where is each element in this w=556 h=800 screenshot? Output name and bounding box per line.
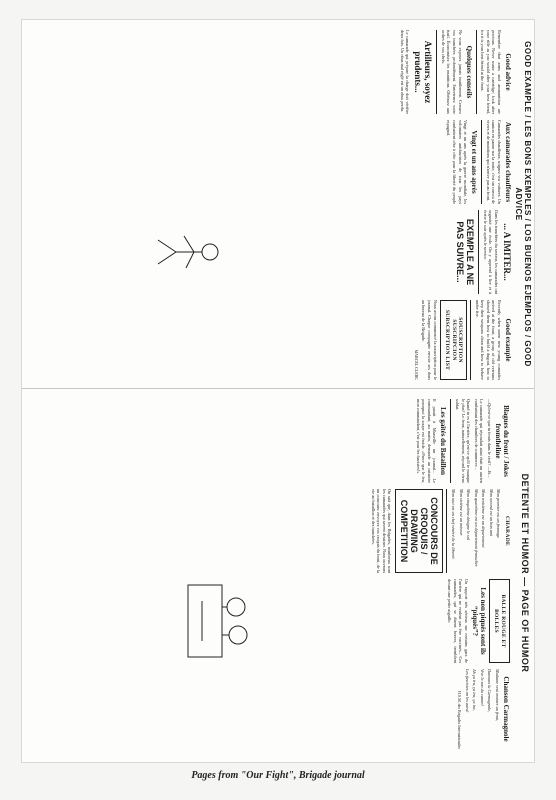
bataillon-title: Les gaîtés du Bataillon <box>439 407 448 475</box>
front-jokes-title: Blagues du front / Jokes fromtheline <box>494 405 510 477</box>
artilleurs-title: Artilleurs, soyez prudents... <box>413 40 434 104</box>
divider <box>450 399 451 483</box>
chauffeurs-title: Aux camarades chauffeurs <box>504 121 512 203</box>
col-piques <box>30 579 512 663</box>
chanson-line: Vive le son du canon! <box>479 669 485 706</box>
col-example <box>30 300 514 380</box>
divider <box>470 300 471 380</box>
imiter-title: ... A IMITER... <box>502 223 512 281</box>
humor-page <box>22 389 534 757</box>
col-advice <box>30 30 514 114</box>
conseils-title: Quelques conseils <box>464 45 473 99</box>
chauffeurs-text: Camarades chauffeurs, soignez vos voitures. Un camion en panne sur la route, c'est un convoi de vivres et de munitions qui n'arrive pas au front. <box>485 120 502 204</box>
chanson-line: Madame veut monter au front, <box>495 669 500 722</box>
charade-line: Mon quatrième est un département frontalier <box>473 489 479 567</box>
charade-line: Mon second est un bon ami <box>488 489 494 537</box>
humor-page-signature: H.S.M. des Brigades Internationales <box>457 691 463 749</box>
charade-line: Mon premier est un fromage <box>496 489 502 538</box>
piques-title: Les non piqués sont ils “piqués”? <box>471 587 487 655</box>
good-page-banner: GOOD EXAMPLE / LES BONS EXEMPLES / LOS BUENOS EJEMPLOS / GOOD ADVICE <box>514 41 532 367</box>
chanson-line: Dansons la Carmagnole, <box>487 669 493 713</box>
example-title: Good example <box>504 318 512 362</box>
humor-page-banner: DETENTE ET HUMOR — PAGE OF HUMOR <box>520 473 530 673</box>
col-chauffeurs <box>30 120 514 204</box>
charade-line: Mon tout est un chef vénéré de la liberté. <box>450 489 456 560</box>
soldier-sketch-icon <box>154 222 224 282</box>
charade-title: CHARADE <box>504 516 510 546</box>
divider <box>481 120 482 204</box>
balle-rouge-box: BALLE ROUGE ET BOLLES <box>489 579 510 663</box>
good-page-signature: MARCEL CLERC <box>413 349 419 380</box>
imiter-text: Dans les tranchées du secteur, les camarades ont organisé une école. On y apprend à lire et à écrire le soir après le service. <box>482 210 499 294</box>
conseils-text: Ne vous exposez jamais inutilement. Creusez vos tranchées profondément. Entretenez votre fusil. Économisez les munitions. Obéissez aux ordres de vos chefs. <box>440 30 463 114</box>
chanson-title: Chanson Carmagnole <box>502 676 510 742</box>
charade-line: Mon sixième est un mineur <box>458 489 464 536</box>
divider <box>478 210 479 294</box>
col-chanson <box>30 669 512 749</box>
divider <box>446 489 447 573</box>
front-joke: Quand tu es à l'arrière, qu'est-ce qu'il te manque le plus? Le front, naturellement, répond le vieux soldat. <box>455 399 472 483</box>
col-imiter <box>30 210 514 294</box>
souscription-text: Nous avons commencé la souscription pour le journal. Chaque compagnie envoie ses dons au bureau de la Brigade. <box>421 300 438 380</box>
concours-title: CONCOURS DE CROQUIS / DRAWING COMPETITION <box>395 489 443 573</box>
page-caption: Pages from "Our Fight", Brigade journal <box>191 770 365 781</box>
souscription-title: SOUSCRIPTION SUSCRIPCION SUBSCRIPTION LIST <box>440 300 468 380</box>
col-front-jokes <box>30 399 512 483</box>
good-example-page-rotated <box>22 20 534 388</box>
vingt-text: Vingt et un ans après la guerre mondiale, les volontaires antifascistes de tous les pays combattent côte à côte pour la liberté du peuple espagnol. <box>446 120 469 204</box>
advice-text: Remember that arms and ammunition are precious. Never waste a cartridge; look after your rifle as you would after your best friend, for it is your best friend at the front. <box>480 30 502 114</box>
concours-text: On sait que, dans les Brigades, nombreux sont les camarades qui savent dessiner. Nous ouvrons un concours: envoyez vos croquis du front, de la vie au bataillon et des tranchées. <box>370 489 393 573</box>
artilleurs-text: Le camarade qui prépare la charge doit vérifier deux fois. Un obus mal réglé est un obus perdu. <box>399 30 411 114</box>
example-text: Recently when some new young comrades arrived at the front, a group of old veterans showed them how to build a dugout, how to keep their weapons clean and how to behave under fire. <box>474 300 502 380</box>
front-joke: —Qu'est-ce que tu ferais dans le civil? —Et... <box>487 399 492 478</box>
col-charade <box>30 489 512 573</box>
divider <box>436 30 437 114</box>
charade-line: Mon cinquième désigne le sol <box>466 489 472 541</box>
chanson-line: Les fascistes on les aura! <box>464 669 470 713</box>
front-joke: Le camarade qui répondait ainsi était un ancien combattant des chambres de commerce... <box>473 399 485 483</box>
charade-line: Mon troisième est un département <box>481 489 487 548</box>
humor-page-rotated <box>22 389 534 757</box>
chanson-line: Ah ça ira, ça ira, ça ira, <box>472 669 478 711</box>
advice-title: Good advice <box>504 53 512 91</box>
bataillon-text: Il parait à Marseille un journal... Le commandant, au matin, demande au cuisinier pourquoi la soupe est froide. «Parce que le feu, mon commandant, c'est pour les fascistes!» <box>415 399 438 483</box>
exemple-title: EXEMPLE A NE PAS SUIVRE... <box>455 218 476 286</box>
document-scan <box>22 20 534 762</box>
good-example-page <box>22 20 534 388</box>
cartoon-sketch-icon <box>182 581 262 661</box>
vingt-title: Vingt et un ans après <box>470 130 479 194</box>
divider <box>476 30 477 114</box>
piques-text: Un rapport très sérieux sur certains gars de l'arrière qui ne veulent pas être vaccinés... Ces camarades, qui se disent braves, tremblent devant une petite aiguille. <box>447 579 469 663</box>
